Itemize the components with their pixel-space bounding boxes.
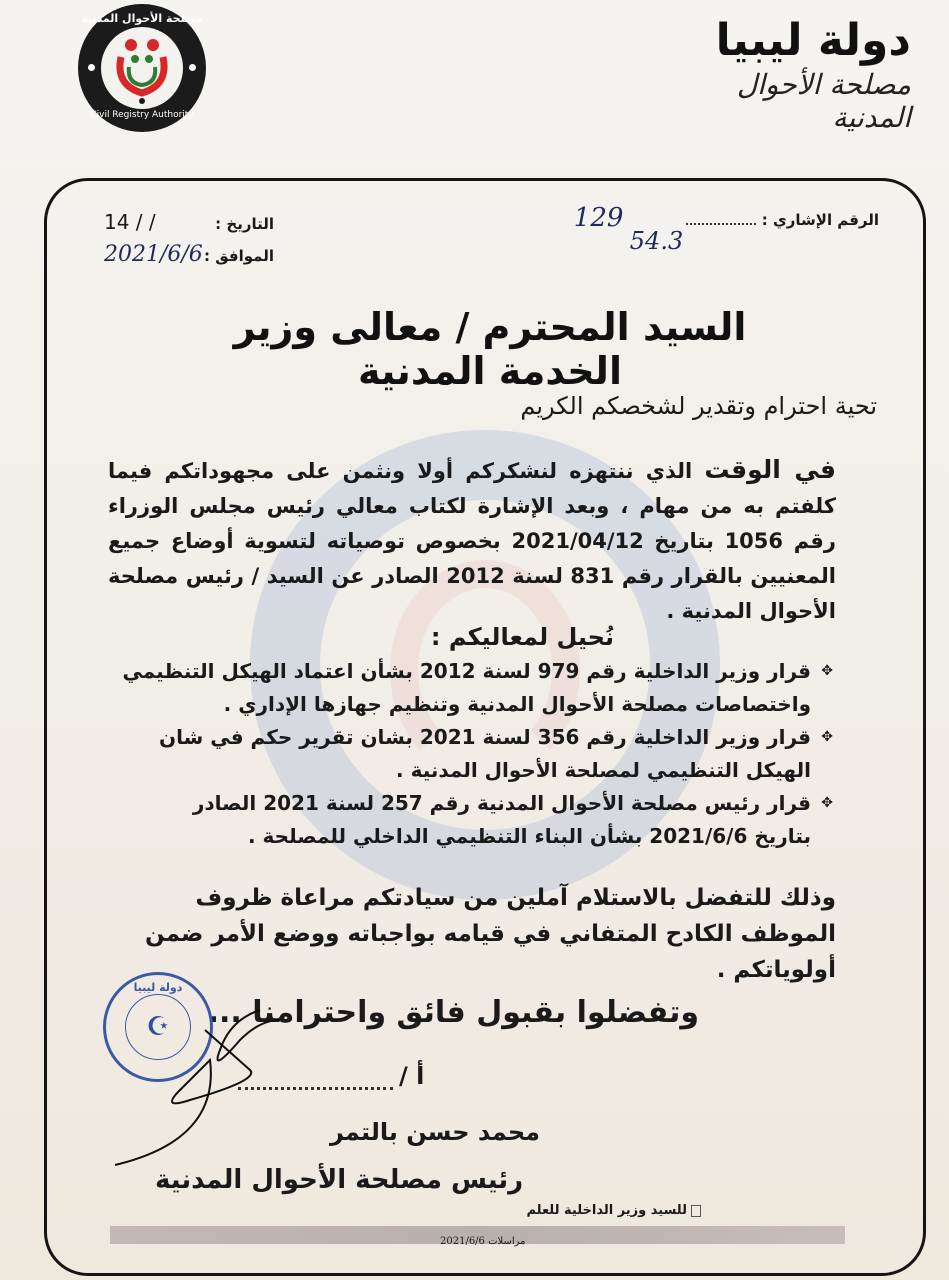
paragraph-intro <box>108 452 836 629</box>
cc-text: للسيد وزير الداخلية للعلم <box>526 1203 687 1218</box>
equivalent-date-value: 2021/6/6 <box>104 242 203 267</box>
crescent-star-icon: ☪ <box>125 994 191 1060</box>
referenced-decisions-list <box>118 655 833 853</box>
letter-title: السيد المحترم / معالى وزير الخدمة المدنية <box>233 305 747 393</box>
reference-dotted-line <box>686 205 756 225</box>
authority-name: مصلحة الأحوال المدنية <box>736 68 911 135</box>
list-item: ✥ قرار وزير الداخلية رقم 356 لسنة 2021 بشان تقرير حكم في شان الهيكل التنظيمي لمصلحة الأحوال المدنية . <box>118 721 833 787</box>
handwritten-signature-icon <box>110 990 310 1170</box>
paragraph-lead: في الوقت <box>704 455 836 484</box>
addressee-prefix: أ / <box>399 1062 425 1090</box>
cc-line <box>526 1203 701 1218</box>
stamp-text: دولة ليبيا <box>133 981 183 994</box>
logo-arabic-text: مصلحة الأحوال المدنية <box>81 12 203 25</box>
date-value: 14 / / <box>104 210 156 234</box>
state-name: دولة ليبيا <box>715 15 911 66</box>
reference-number: 129 <box>573 203 624 233</box>
date-label: التاريخ : <box>215 215 274 233</box>
signer-name: محمد حسن بالتمر <box>330 1118 540 1146</box>
paragraph-body: الذي ننتهزه لنشكركم أولا ونثمن على مجهوداتكم فيما كلفتم به من مهام ، وبعد الإشارة لكتاب معالي رئيس مجلس الوزراء رقم 1056 بتاريخ 2021/04/12 بخصوص توصياته لتسوية أوضاع جميع المعنيين بالقرار رقم 831 لسنة 2012 الصادر عن السيد / رئيس مصلحة الأحوال المدنية . <box>108 459 837 623</box>
regards-line: وتفضلوا بقبول فائق واحترامنا ... <box>207 995 699 1030</box>
refer-heading: نُحيل لمعاليكم : <box>430 623 614 651</box>
equivalent-date-label: الموافق : <box>204 247 274 265</box>
list-item: ✥ قرار وزير الداخلية رقم 979 لسنة 2012 بشأن اعتماد الهيكل التنظيمي واختصاصات مصلحة الأحوال المدنية وتنظيم جهازها الإداري . <box>118 655 833 721</box>
correspondence-text: مراسلات 2021/6/6 <box>440 1236 526 1247</box>
logo-dot-icon <box>189 64 196 71</box>
logo-emblem-icon <box>101 27 183 109</box>
document-icon <box>691 1205 701 1217</box>
civil-registry-logo <box>78 4 206 132</box>
signer-title: رئيس مصلحة الأحوال المدنية <box>155 1165 524 1195</box>
date-block <box>104 210 274 274</box>
reference-subnumber: 54.3 <box>629 227 684 255</box>
logo-dot-icon <box>88 64 95 71</box>
list-item: ✥ قرار رئيس مصلحة الأحوال المدنية رقم 257 لسنة 2021 الصادر بتاريخ 2021/6/6 بشأن البناء التنظيمي الداخلي للمصلحة . <box>118 787 833 853</box>
letterhead <box>651 15 911 135</box>
greeting: تحية احترام وتقدير لشخصكم الكريم <box>520 392 877 420</box>
reference-label: الرقم الإشاري : <box>761 211 879 229</box>
reference-block <box>570 205 879 255</box>
closing-paragraph: وذلك للتفضل بالاستلام آملين من سيادتكم مراعاة ظروف الموظف الكادح المتفاني في قيامه بواجباته ووضع الأمر ضمن أولوياتكم . <box>145 885 836 983</box>
logo-english-text: Civil Registry Authority <box>90 110 194 120</box>
